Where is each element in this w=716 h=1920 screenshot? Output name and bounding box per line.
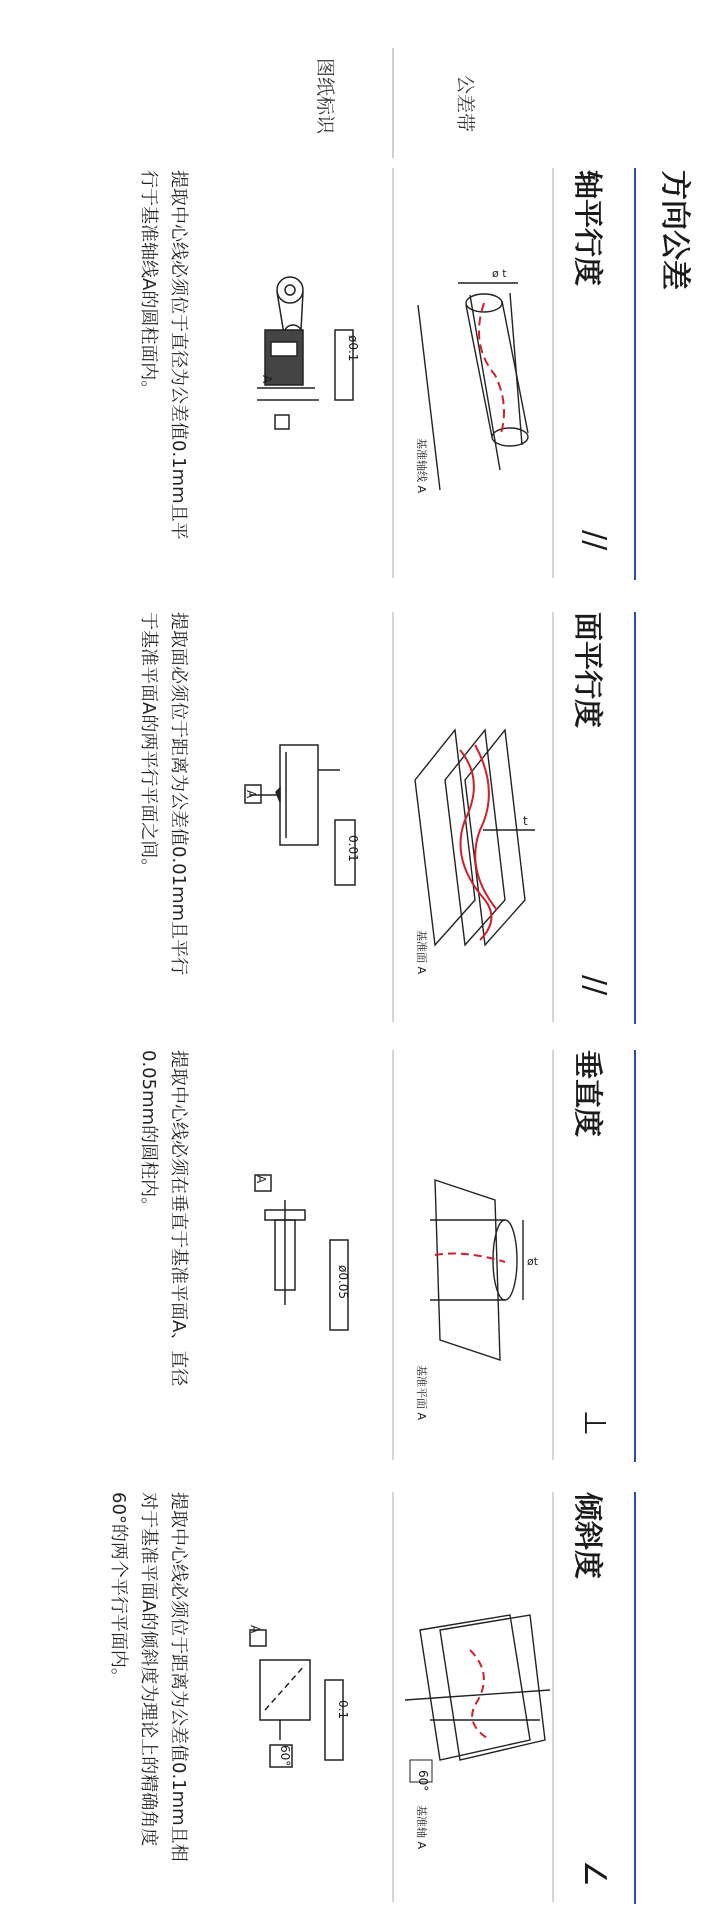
angularity-symbol: ∠ xyxy=(577,1860,612,1887)
section-title-surface-parallelism: 面平行度 xyxy=(571,612,605,729)
tolerance-frame-value: ø0.05 xyxy=(336,1265,350,1300)
dim-label: t xyxy=(523,814,528,828)
datum-box: A xyxy=(244,790,258,799)
divider-line xyxy=(552,612,554,1022)
datum-label: 基准轴线 A xyxy=(415,438,428,494)
section-description: 提取中心线必须在垂直于基准平面A、直径0.05mm的圆柱内。 xyxy=(138,1050,189,1387)
datum-label: 基准面 A xyxy=(415,930,428,975)
datum-label: 基准平面 A xyxy=(415,1365,428,1421)
row-label-tolerance-zone: 公差带 xyxy=(454,75,476,133)
drawing-mark-diagram xyxy=(240,1620,370,1790)
datum-box: A xyxy=(248,1625,262,1634)
tolerance-zone-diagram xyxy=(405,720,545,950)
dim-label: ø t xyxy=(492,267,507,280)
angle-label: 60° xyxy=(416,1770,430,1792)
divider-line xyxy=(392,168,394,578)
section-title-angularity: 倾斜度 xyxy=(571,1492,605,1580)
accent-line xyxy=(634,612,636,1024)
row-label-drawing-mark: 图纸标识 xyxy=(314,58,336,135)
dim-label: øt xyxy=(527,1255,539,1268)
tolerance-zone-diagram xyxy=(405,1170,545,1370)
divider-line xyxy=(552,1492,554,1902)
section-description: 提取中心线必须位于直径为公差值0.1mm且平行于基准轴线A的圆柱面内。 xyxy=(138,170,189,540)
datum-box: A xyxy=(260,375,274,384)
tolerance-frame-value: 0.1 xyxy=(336,1700,350,1720)
section-description: 提取中心线必须位于距离为公差值0.1mm且相对于基准平面A的倾斜度为理论上的精确角度60°的两个平行平面内。 xyxy=(108,1492,189,1862)
divider-line xyxy=(392,1492,394,1902)
parallelism-symbol: // xyxy=(577,530,612,551)
drawing-mark-diagram xyxy=(240,740,370,890)
angle-value: 60° xyxy=(278,1745,292,1767)
perpendicularity-symbol: ⊥ xyxy=(577,1410,612,1437)
tolerance-frame-value: 0.01 xyxy=(346,835,360,862)
accent-line xyxy=(634,1050,636,1462)
divider-line xyxy=(552,1050,554,1460)
divider-line xyxy=(392,612,394,1022)
accent-line xyxy=(634,168,636,580)
section-description: 提取面必须位于距离为公差值0.01mm且平行于基准平面A的两平行平面之间。 xyxy=(138,612,189,976)
tolerance-zone-diagram xyxy=(400,1610,550,1790)
tolerance-frame-value: ø0.1 xyxy=(346,335,360,362)
drawing-mark-diagram xyxy=(250,1170,370,1340)
divider-line xyxy=(552,168,554,578)
section-title-axis-parallelism: 轴平行度 xyxy=(571,170,605,287)
divider-line xyxy=(392,48,394,158)
datum-box: A xyxy=(254,1175,268,1184)
datum-label: 基准轴 A xyxy=(415,1805,428,1850)
page-title: 方向公差 xyxy=(657,170,692,290)
divider-line xyxy=(392,1050,394,1460)
parallelism-symbol: // xyxy=(577,975,612,996)
section-title-perpendicularity: 垂直度 xyxy=(571,1050,605,1138)
accent-line xyxy=(634,1492,636,1904)
